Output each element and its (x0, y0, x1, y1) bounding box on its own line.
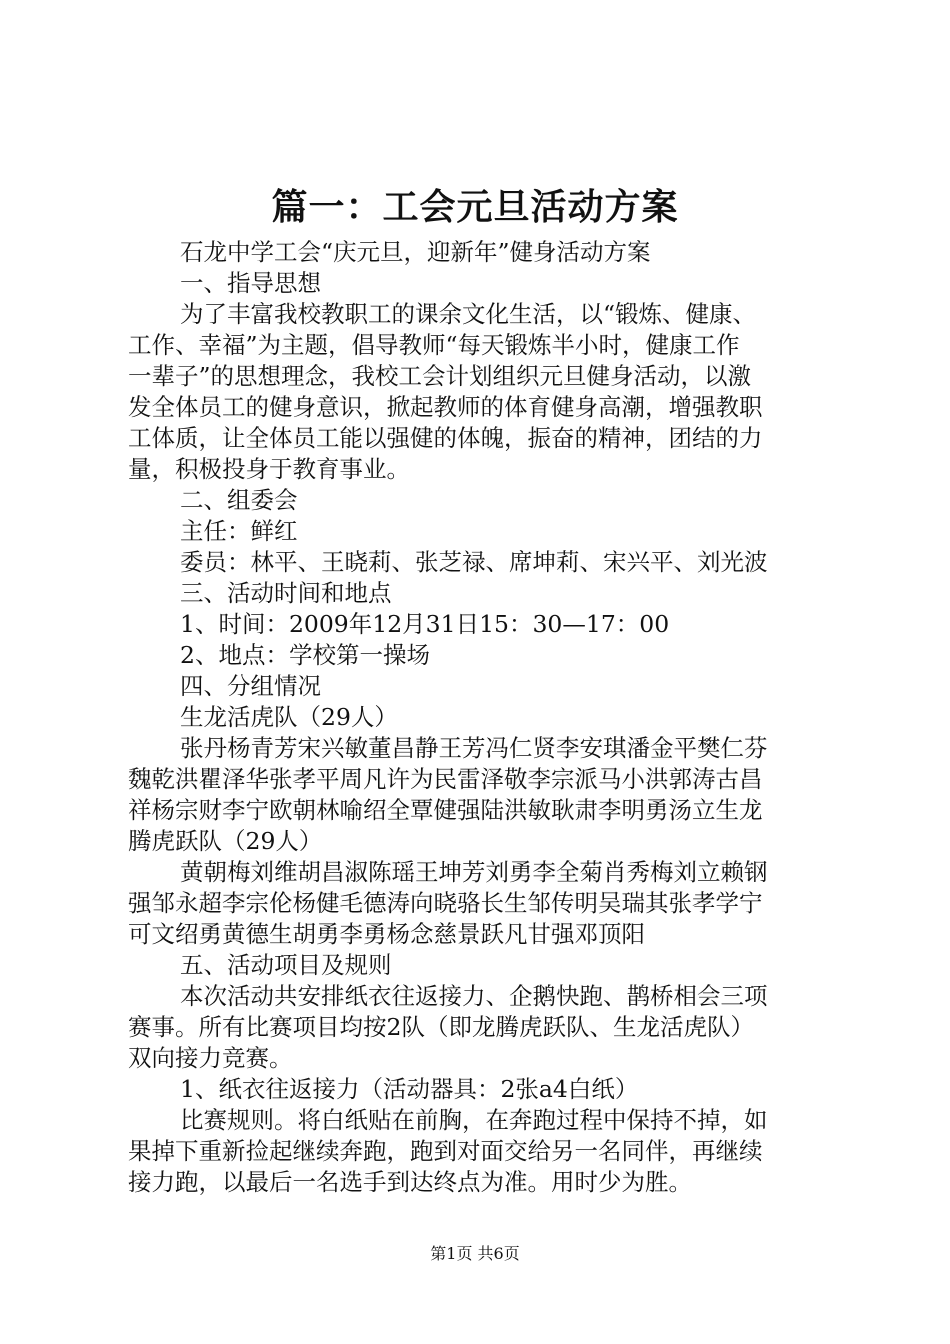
paragraph-line: 主任：鲜红 (180, 517, 298, 545)
member-list-line: 张丹杨青芳宋兴敏董昌静王芳冯仁贤李安琪潘金平樊仁芬 (180, 734, 768, 762)
section-heading: 三、活动时间和地点 (180, 579, 392, 607)
member-list-line: 强邹永超李宗伦杨健毛德涛向晓骆长生邹传明吴瑞其张孝学宁 (128, 889, 763, 917)
paragraph-line: 果掉下重新捡起继续奔跑，跑到对面交给另一名同伴，再继续 (128, 1137, 763, 1165)
paragraph-line: 双向接力竞赛。 (128, 1044, 293, 1072)
paragraph-line: 1、时间：2009年12月31日15：30—17：00 (180, 610, 670, 638)
member-list-line: 黄朝梅刘维胡昌淑陈瑶王坤芳刘勇李全菊肖秀梅刘立赖钢 (180, 858, 768, 886)
document-title: 篇一：工会元旦活动方案 (271, 186, 679, 228)
member-list-line: 祥杨宗财李宁欧朝林喻绍全覃健强陆洪敏耿肃李明勇汤立生龙 (128, 796, 763, 824)
paragraph-line: 比赛规则。将白纸贴在前胸，在奔跑过程中保持不掉，如 (180, 1106, 768, 1134)
paragraph-line: 接力跑，以最后一名选手到达终点为准。用时少为胜。 (128, 1168, 692, 1196)
paragraph-line: 委员：林平、王晓莉、张芝禄、席坤莉、宋兴平、刘光波 (180, 548, 768, 576)
member-list-line: 腾虎跃队（29人） (128, 827, 323, 855)
paragraph-line: 赛事。所有比赛项目均按2队（即龙腾虎跃队、生龙活虎队） (128, 1013, 754, 1041)
paragraph-line: 本次活动共安排纸衣往返接力、企鹅快跑、鹊桥相会三项 (180, 982, 768, 1010)
section-heading: 四、分组情况 (180, 672, 321, 700)
document-subtitle: 石龙中学工会“庆元旦，迎新年”健身活动方案 (180, 238, 651, 266)
page-number: 第1页 共6页 (430, 1244, 520, 1263)
subsection-heading: 1、纸衣往返接力（活动器具：2张a4白纸） (180, 1075, 639, 1103)
paragraph-line: 工体质，让全体员工能以强健的体魄，振奋的精神，团结的力 (128, 424, 763, 452)
paragraph-line: 为了丰富我校教职工的课余文化生活，以“锻炼、健康、 (180, 300, 757, 328)
paragraph-line: 工作、幸福”为主题，倡导教师“每天锻炼半小时，健康工作 (128, 331, 740, 359)
document-body (128, 237, 828, 1198)
paragraph-line: 2、地点：学校第一操场 (180, 641, 430, 669)
section-heading: 二、组委会 (180, 486, 298, 514)
paragraph-line: 一辈子”的思想理念，我校工会计划组织元旦健身活动，以激 (128, 362, 752, 390)
section-heading: 一、指导思想 (180, 269, 321, 297)
section-heading: 五、活动项目及规则 (180, 951, 392, 979)
member-list-line: 可文绍勇黄德生胡勇李勇杨念慈景跃凡甘强邓顶阳 (128, 920, 645, 948)
team-heading: 生龙活虎队（29人） (180, 703, 398, 731)
paragraph-line: 发全体员工的健身意识，掀起教师的体育健身高潮，增强教职 (128, 393, 763, 421)
member-list-line: 魏乾洪瞿泽华张孝平周凡许为民雷泽敬李宗派马小洪郭涛古昌 (128, 765, 763, 793)
paragraph-line: 量，积极投身于教育事业。 (128, 455, 410, 483)
